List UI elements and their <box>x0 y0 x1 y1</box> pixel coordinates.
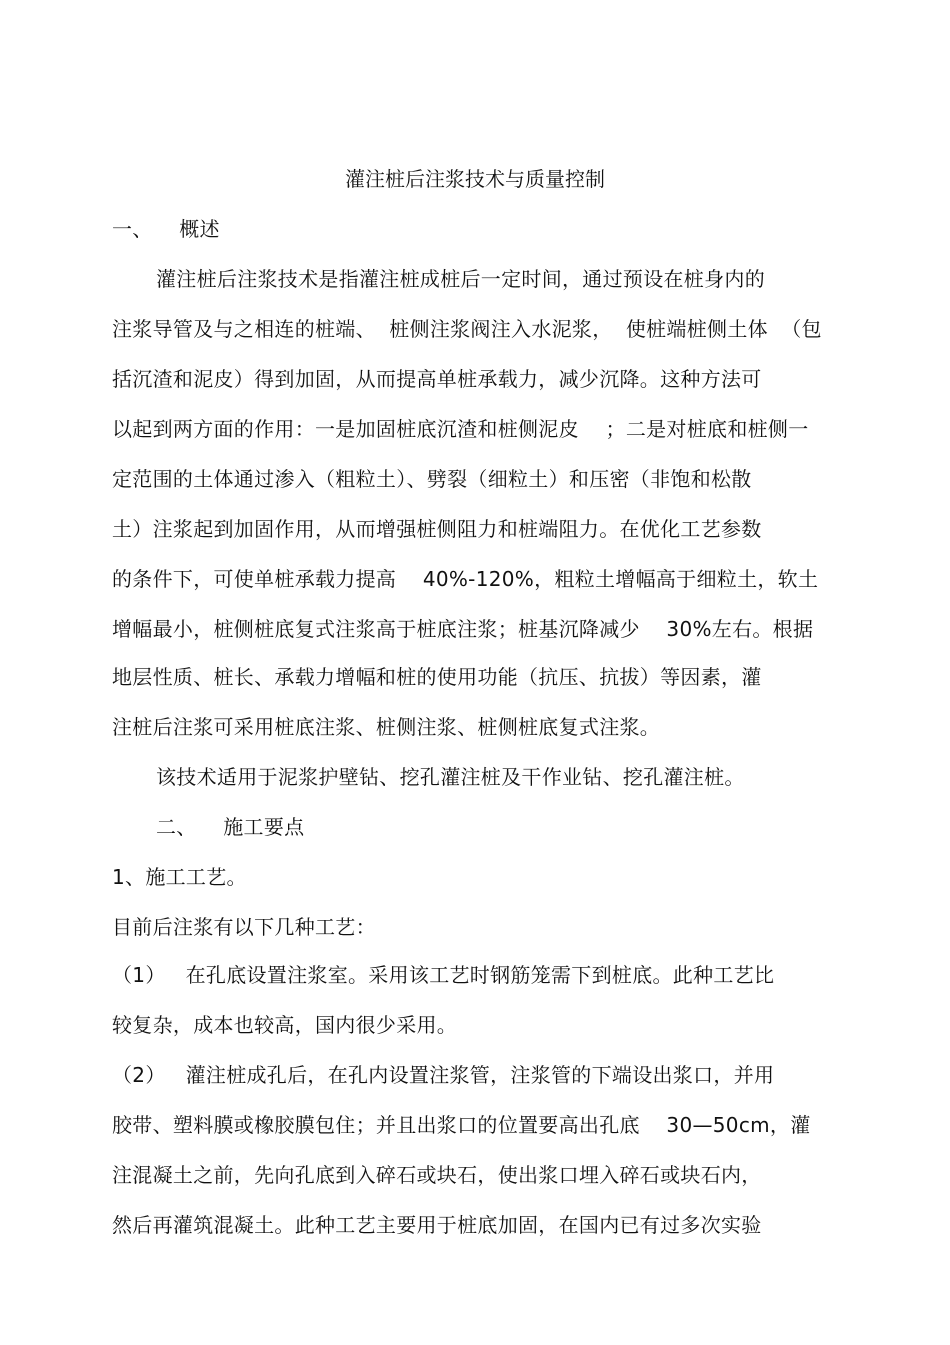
paragraph-line: 定范围的土体通过渗入（粗粒土）、劈裂（细粒土）和压密（非饱和松散 <box>112 467 752 491</box>
list-item-2: （2） 灌注桩成孔后，在孔内设置注浆管，注浆管的下端设出浆口，并用 <box>112 1063 775 1087</box>
section-heading-construction: 二、 施工要点 <box>156 815 305 839</box>
paragraph-line: 增幅最小，桩侧桩底复式注浆高于桩底注浆；桩基沉降减少 30%左右。根据 <box>112 617 814 641</box>
document-title: 灌注桩后注浆技术与质量控制 <box>345 167 605 191</box>
paragraph-line: 注混凝土之前，先向孔底到入碎石或块石，使出浆口埋入碎石或块石内， <box>112 1163 762 1187</box>
paragraph-line: 注浆导管及与之相连的桩端、 桩侧注浆阀注入水泥浆， 使桩端桩侧土体 （包 <box>112 317 822 341</box>
paragraph-line: 括沉渣和泥皮）得到加固，从而提高单桩承载力，减少沉降。这种方法可 <box>112 367 762 391</box>
paragraph-line: 地层性质、桩长、承载力增幅和桩的使用功能（抗压、抗拔）等因素，灌 <box>112 665 762 689</box>
list-item-1: （1） 在孔底设置注浆室。采用该工艺时钢筋笼需下到桩底。此种工艺比 <box>112 963 775 987</box>
paragraph-line: 然后再灌筑混凝土。此种工艺主要用于桩底加固，在国内已有过多次实验 <box>112 1213 762 1237</box>
paragraph-line: 土）注浆起到加固作用，从而增强桩侧阻力和桩端阻力。在优化工艺参数 <box>112 517 762 541</box>
paragraph-line: 以起到两方面的作用：一是加固桩底沉渣和桩侧泥皮 ；二是对桩底和桩侧一 <box>112 417 809 441</box>
paragraph-line: 灌注桩后注浆技术是指灌注桩成桩后一定时间，通过预设在桩身内的 <box>156 267 765 291</box>
paragraph-line: 胶带、塑料膜或橡胶膜包住；并且出浆口的位置要高出孔底 30—50cm，灌 <box>112 1113 811 1137</box>
paragraph-line: 较复杂，成本也较高，国内很少采用。 <box>112 1013 458 1037</box>
paragraph-line: 该技术适用于泥浆护壁钻、挖孔灌注桩及干作业钻、挖孔灌注桩。 <box>156 765 745 789</box>
paragraph-line: 的条件下，可使单桩承载力提高 40%-120%，粗粒土增幅高于细粒土，软土 <box>112 567 819 591</box>
paragraph-line: 注桩后注浆可采用桩底注浆、桩侧注浆、桩侧桩底复式注浆。 <box>112 715 661 739</box>
section-heading-overview: 一、 概述 <box>112 217 220 241</box>
paragraph-line: 目前后注浆有以下几种工艺： <box>112 915 376 939</box>
subheading-process: 1、施工工艺。 <box>112 865 247 889</box>
